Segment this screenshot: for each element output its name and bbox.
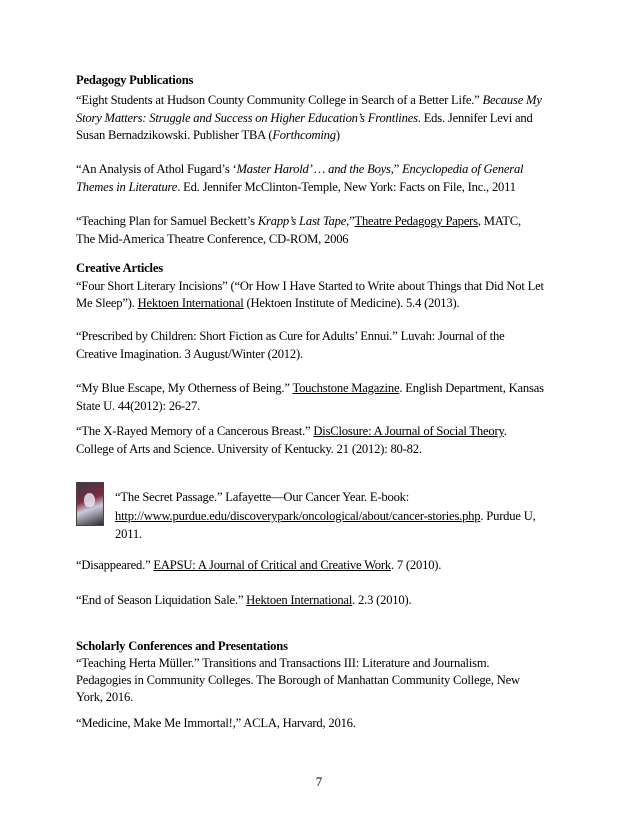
pedagogy-entry-1-line-3: [76, 127, 340, 143]
creative-entry-4-line-2: College of Arts and Science. University of Kentucky. 21 (2012): 80-82.: [76, 442, 422, 456]
creative-entry-5-publisher: . Purdue U,: [480, 509, 536, 523]
pedagogy-entry-2-title-a: “An Analysis of Athol Fugard’s ‘: [76, 162, 237, 176]
creative-entry-1-details: (Hektoen Institute of Medicine). 5.4 (2013).: [243, 296, 460, 310]
pedagogy-entry-2-line-1: [76, 161, 523, 177]
creative-entry-5-line-1: “The Secret Passage.” Lafayette—Our Cancer Year. E-book:: [115, 490, 410, 504]
creative-entry-6-venue-link[interactable]: EAPSU: A Journal of Critical and Creative Work: [153, 558, 391, 572]
creative-entry-7-venue-link[interactable]: Hektoen International: [246, 593, 353, 607]
creative-entry-4-line-1: [76, 423, 507, 439]
pedagogy-entry-1-line-1: [76, 92, 542, 108]
creative-entry-4-title: “The X-Rayed Memory of a Cancerous Breast.”: [76, 424, 314, 438]
creative-entry-2-line-2: Creative Imagination. 3 August/Winter (2012).: [76, 347, 303, 361]
pedagogy-entry-2-line-2: [76, 179, 516, 195]
creative-entry-1-title-end: Me Sleep”).: [76, 296, 138, 310]
section-heading-pedagogy: Pedagogy Publications: [76, 73, 194, 87]
creative-entry-3-venue-link[interactable]: Touchstone Magazine: [292, 381, 400, 395]
book-cover-thumbnail: [76, 482, 104, 526]
scholarly-entry-1-line-3: York, 2016.: [76, 690, 134, 704]
pedagogy-entry-2-encyclopedia: Encyclopedia of General: [402, 162, 524, 176]
pedagogy-entry-1-book: Because My: [482, 93, 542, 107]
pedagogy-entry-3-title-b: ,”: [346, 214, 355, 228]
creative-entry-1-venue-link[interactable]: Hektoen International: [137, 296, 244, 310]
creative-entry-1-line-2: [76, 295, 459, 311]
creative-entry-6-line-1: [76, 557, 441, 573]
pedagogy-entry-1-line-2: [76, 110, 533, 126]
pedagogy-entry-1-status: Forthcoming: [272, 128, 336, 142]
creative-entry-6-details: . 7 (2010).: [390, 558, 442, 572]
pedagogy-entry-2-play: Master Harold’ … and the Boys: [236, 162, 391, 176]
page-number: 7: [315, 774, 323, 789]
scholarly-entry-2-line-1: “Medicine, Make Me Immortal!,” ACLA, Harvard, 2016.: [76, 716, 356, 730]
creative-entry-5-line-2: [115, 508, 536, 524]
pedagogy-entry-1-publisher: Susan Bernadzikowski. Publisher TBA (: [76, 128, 273, 142]
section-heading-scholarly: Scholarly Conferences and Presentations: [76, 639, 288, 653]
pedagogy-entry-3-title-a: “Teaching Plan for Samuel Beckett’s: [76, 214, 258, 228]
creative-entry-5-line-3: 2011.: [115, 527, 142, 541]
creative-entry-5-url-link[interactable]: http://www.purdue.edu/discoverypark/oncological/about/cancer-stories.php: [115, 509, 481, 523]
creative-entry-6-title: “Disappeared.”: [76, 558, 154, 572]
creative-entry-1-line-1: “Four Short Literary Incisions” (“Or How I Have Started to Write about Things that Did Not Let: [76, 279, 544, 293]
pedagogy-entry-3-play: Krapp’s Last Tape: [257, 214, 347, 228]
scholarly-entry-1-line-1: “Teaching Herta Müller.” Transitions and Transactions III: Literature and Journalism.: [76, 656, 490, 670]
pedagogy-entry-3-venue-link[interactable]: Theatre Pedagogy Papers: [354, 214, 478, 228]
pedagogy-entry-1-editors: . Eds. Jennifer Levi and: [417, 111, 533, 125]
pedagogy-entry-3-line-1: [76, 213, 521, 229]
creative-entry-3-title: “My Blue Escape, My Otherness of Being.”: [76, 381, 293, 395]
creative-entry-3-line-1: [76, 380, 544, 396]
pedagogy-entry-2-details: . Ed. Jennifer McClinton-Temple, New York: Facts on File, Inc., 2011: [177, 180, 516, 194]
creative-entry-4-venue-link[interactable]: DisClosure: A Journal of Social Theory: [313, 424, 504, 438]
pedagogy-entry-1-close: ): [335, 128, 340, 142]
pedagogy-entry-2-title-b: ,”: [390, 162, 403, 176]
scholarly-entry-1-line-2: Pedagogies in Community Colleges. The Borough of Manhattan Community College, New: [76, 673, 520, 687]
creative-entry-7-line-1: [76, 592, 411, 608]
pedagogy-entry-3-org: , MATC,: [477, 214, 521, 228]
pedagogy-entry-2-encyclopedia-cont: Themes in Literature: [76, 180, 178, 194]
pedagogy-entry-1-book-cont: Story Matters: Struggle and Success on Higher Education’s Frontlines: [76, 111, 418, 125]
creative-entry-4-period: .: [503, 424, 507, 438]
creative-entry-7-details: . 2.3 (2010).: [352, 593, 412, 607]
section-heading-creative: Creative Articles: [76, 261, 163, 275]
pedagogy-entry-1-title: “Eight Students at Hudson County Community College in Search of a Better Life.”: [76, 93, 483, 107]
creative-entry-7-title: “End of Season Liquidation Sale.”: [76, 593, 247, 607]
creative-entry-2-line-1: “Prescribed by Children: Short Fiction as Cure for Adults’ Ennui.” Luvah: Journal of the: [76, 329, 505, 343]
creative-entry-3-details: . English Department, Kansas: [399, 381, 544, 395]
pedagogy-entry-3-line-2: The Mid-America Theatre Conference, CD-ROM, 2006: [76, 232, 349, 246]
creative-entry-3-line-2: State U. 44(2012): 26-27.: [76, 399, 201, 413]
